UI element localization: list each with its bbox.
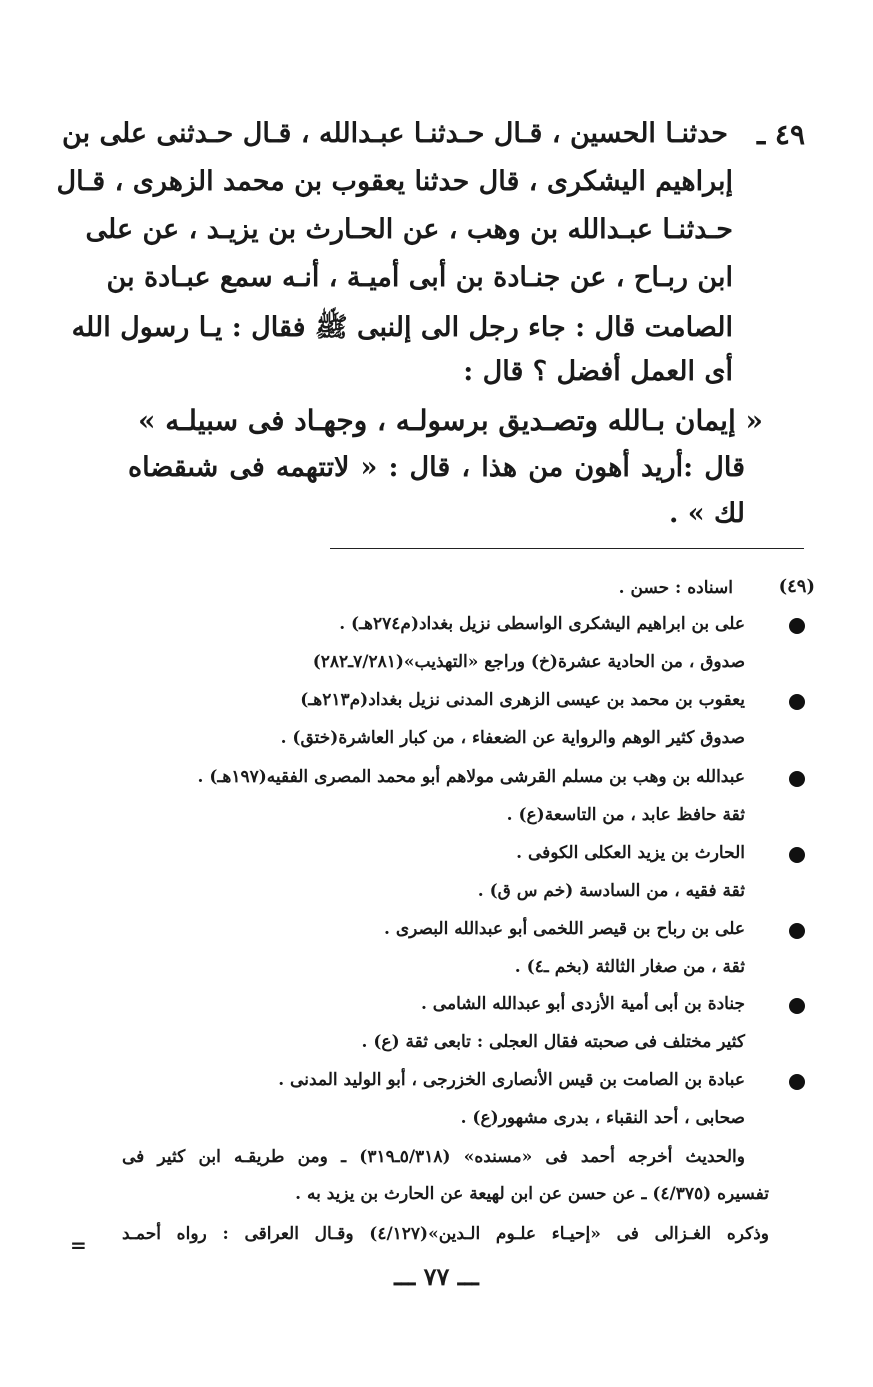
- narrator-1-grade: صدوق ، من الحادية عشرة(خ) وراجع «التهذيب»(٧/٢٨١ـ٢٨٢): [312, 652, 745, 672]
- narrator-3-grade: ثقة حافظ عابد ، من التاسعة(ع) .: [506, 805, 745, 825]
- hadith-line-4: ابن ربـاح ، عن جنـادة بن أبى أميـة ، أنـه سمع عبـادة بن: [106, 262, 733, 293]
- hadith-quote-line: « إيمان بـالله وتصـديق برسولـه ، وجهـاد فى سبيلـه »: [137, 404, 763, 437]
- narrator-3-name: عبدالله بن وهب بن مسلم القرشى مولاهم أبو محمد المصرى الفقيه(١٩٧هـ) .: [197, 767, 745, 787]
- bullet-icon: [789, 1074, 805, 1090]
- narrator-7-grade: صحابى ، أحد النقباء ، بدرى مشهور(ع) .: [460, 1108, 745, 1128]
- hadith-number: ٤٩ ـ: [756, 118, 805, 151]
- narrator-7-name: عبادة بن الصامت بن قيس الأنصارى الخزرجى ، أبو الوليد المدنى .: [278, 1070, 745, 1090]
- footnote-separator: [330, 548, 804, 549]
- takhrij-line-2: تفسيره (٤/٣٧٥) ـ عن حسن عن ابن لهيعة عن الحارث بن يزيد به .: [295, 1184, 769, 1204]
- takhrij-line-1: والحديث أخرجه أحمد فى «مسنده» (٥/٣١٨ـ٣١٩) ـ ومن طريقـه ابن كثير فى: [122, 1147, 745, 1167]
- page-number: ـــ ٧٧ ـــ: [394, 1262, 479, 1291]
- hadith-line-1: حدثنـا الحسين ، قـال حـدثنـا عبـدالله ، قـال حـدثنى على بن: [62, 118, 728, 149]
- narrator-5-grade: ثقة ، من صغار الثالثة (بخم ـ٤) .: [514, 957, 745, 977]
- bullet-icon: [789, 771, 805, 787]
- narrator-6-grade: كثير مختلف فى صحبته فقال العجلى : تابعى ثقة (ع) .: [361, 1032, 745, 1052]
- hadith-line-8: قال :أريد أهون من هذا ، قال : « لاتتهمه فى شىقضاه: [128, 452, 745, 483]
- narrator-5-name: على بن رباح بن قيصر اللخمى أبو عبدالله البصرى .: [384, 919, 745, 939]
- hadith-line-5: الصامت قال : جاء رجل الى إلنبى ﷺ فقال : يـا رسول الله: [71, 312, 733, 343]
- narrator-1-name: على بن ابراهيم اليشكرى الواسطى نزيل بغداد(م٢٧٤هـ) .: [339, 614, 745, 634]
- narrator-2-name: يعقوب بن محمد بن عيسى الزهرى المدنى نزيل بغداد(م٢١٣هـ): [300, 690, 745, 710]
- footnote-number: (٤٩): [778, 576, 815, 597]
- bullet-icon: [789, 694, 805, 710]
- takhrij-line-3: وذكره الغـزالى فى «إحيـاء علـوم الـدين»(٤/١٢٧) وقـال العراقى : رواه أحمـد: [122, 1224, 770, 1244]
- bullet-icon: [789, 618, 805, 634]
- hadith-line-2: إبراهيم اليشكرى ، قال حدثنا يعقوب بن محمد الزهرى ، قـال: [56, 166, 733, 197]
- bullet-icon: [789, 998, 805, 1014]
- narrator-6-name: جنادة بن أبى أمية الأزدى أبو عبدالله الشامى .: [420, 994, 745, 1014]
- hadith-line-3: حـدثنـا عبـدالله بن وهب ، عن الحـارث بن يزيـد ، عن على: [85, 214, 733, 245]
- hadith-line-9: لك » .: [668, 498, 745, 529]
- continuation-marker: =: [70, 1233, 87, 1257]
- narrator-4-grade: ثقة فقيه ، من السادسة (خم س ق) .: [477, 881, 745, 901]
- narrator-4-name: الحارث بن يزيد العكلى الكوفى .: [516, 843, 745, 863]
- bullet-icon: [789, 923, 805, 939]
- hadith-line-6: أى العمل أفضل ؟ قال :: [463, 356, 733, 387]
- narrator-2-grade: صدوق كثير الوهم والرواية عن الضعفاء ، من كبار العاشرة(ختق) .: [280, 728, 745, 748]
- isnad-grade: اسناده : حسن .: [618, 578, 733, 598]
- bullet-icon: [789, 847, 805, 863]
